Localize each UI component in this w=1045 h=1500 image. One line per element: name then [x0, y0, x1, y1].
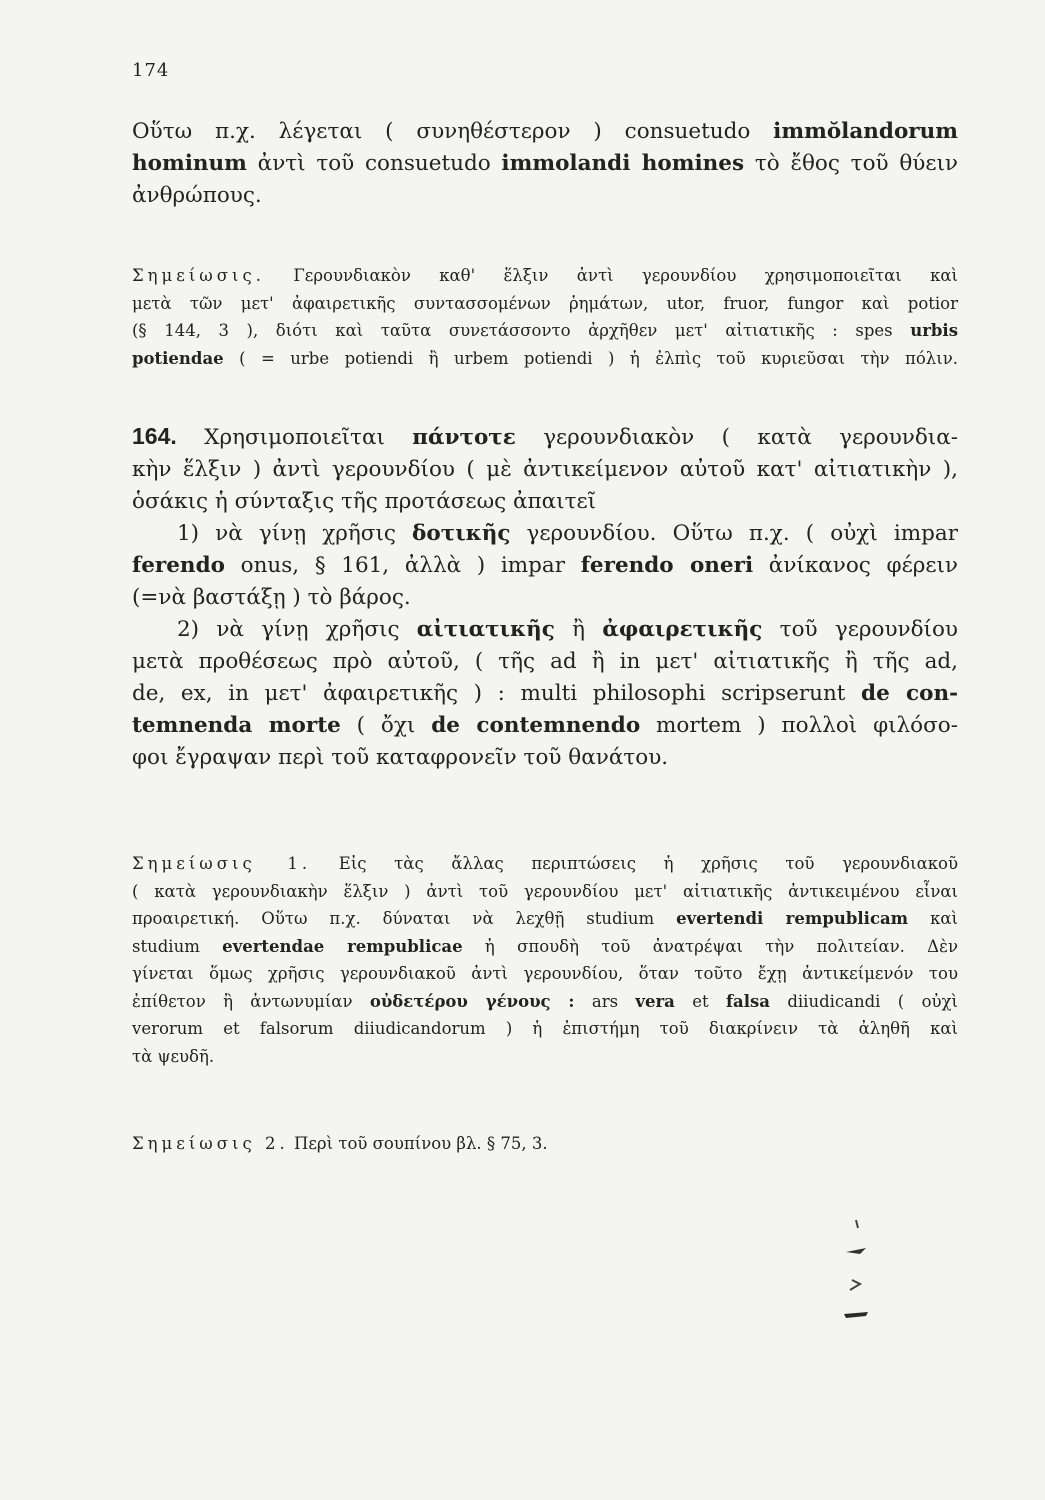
- text-line: ὁσάκις ἡ σύνταξις τῆς προτάσεως ἀπαιτεῖ: [132, 489, 597, 514]
- text-line: τὰ ψευδῆ.: [132, 1046, 215, 1066]
- note-paragraph: [132, 262, 958, 372]
- text-line: de, ex, in μετ' ἀφαιρετικῆς ) : multi philosophi scripserunt de con-: [132, 681, 958, 706]
- text-line: 164. Χρησιμοποιεῖται πάντοτε γερουνδιακὸν ( κατὰ γερουνδια-: [132, 423, 958, 450]
- text-line: ἀνθρώπους.: [132, 183, 262, 208]
- text-line: (§ 144, 3 ), διότι καὶ ταῦτα συνετάσσοντο ἀρχῆθεν μετ' αἰτιατικῆς : spes urbis: [132, 321, 958, 340]
- text-line: hominum ἀντὶ τοῦ consuetudo immolandi homines τὸ ἔθος τοῦ θύειν: [132, 151, 958, 176]
- text-line: μετὰ τῶν μετ' ἀφαιρετικῆς συντασσομένων ῥημάτων, utor, fruor, fungor καὶ potior: [132, 293, 958, 313]
- text-line: 1) νὰ γίνῃ χρῆσις δοτικῆς γερουνδίου. Οὕτω π.χ. ( οὐχὶ impar: [177, 521, 958, 546]
- section-number: 164.: [132, 423, 177, 449]
- text-line: κὴν ἕλξιν ) ἀντὶ γερουνδίου ( μὲ ἀντικείμενον αὐτοῦ κατ' αἰτιατικὴν ),: [132, 457, 958, 482]
- text-line: 2) νὰ γίνῃ χρῆσις αἰτιατικῆς ἢ ἀφαιρετικῆς τοῦ γερουνδίου: [177, 617, 958, 642]
- text-line: Σημείωσις. Γερουνδιακὸν καθ' ἕλξιν ἀντὶ γερουνδίου χρησιμοποιεῖται καὶ: [132, 266, 958, 285]
- text-line: temnenda morte ( ὄχι de contemnendo mortem ) πολλοὶ φιλόσο-: [132, 713, 959, 738]
- text-line: φοι ἔγραψαν περὶ τοῦ καταφρονεῖν τοῦ θανάτου.: [132, 745, 669, 770]
- note-label: Σημείωσις.: [132, 266, 265, 285]
- note-label: Σημείωσις 1.: [132, 854, 312, 873]
- text-line: Σημείωσις 1. Εἰς τὰς ἄλλας περιπτώσεις ἡ χρῆσις τοῦ γερουνδιακοῦ: [132, 854, 959, 873]
- text-line: Οὕτω π.χ. λέγεται ( συνηθέστερον ) consuetudo immŏlandorum: [132, 119, 958, 144]
- text-line: προαιρετική. Οὕτω π.χ. δύναται νὰ λεχθῇ studium evertendi rempublicam καὶ: [132, 909, 958, 928]
- text-line: ferendo onus, § 161, ἀλλὰ ) impar ferendo oneri ἀνίκανος φέρειν: [132, 553, 958, 578]
- text-line: potiendae ( = urbe potiendi ἢ urbem potiendi ) ἡ ἐλπὶς τοῦ κυριεῦσαι τὴν πόλιν.: [132, 348, 958, 368]
- text-line: (=νὰ βαστάξῃ ) τὸ βάρος.: [132, 585, 411, 610]
- page-number: 174: [132, 60, 170, 81]
- text-line: ἐπίθετον ἢ ἀντωνυμίαν οὐδετέρου γένους : ars vera et falsa diiudicandi ( οὐχὶ: [132, 991, 959, 1011]
- ink-marks-decoration: [840, 1218, 870, 1328]
- text-line: γίνεται ὅμως χρῆσις γερουνδιακοῦ ἀντὶ γερουνδίου, ὅταν τοῦτο ἔχῃ ἀντικείμενόν του: [132, 964, 958, 983]
- text-line: Σημείωσις 2. Περὶ τοῦ σουπίνου βλ. § 75, 3.: [132, 1134, 548, 1153]
- intro-paragraph: [132, 116, 958, 212]
- note-1: [132, 850, 958, 1070]
- section-164: [132, 420, 958, 774]
- text-line: verorum et falsorum diiudicandorum ) ἡ ἐπιστήμη τοῦ διακρίνειν τὰ ἀληθῆ καὶ: [132, 1019, 958, 1038]
- note-2: [132, 1130, 958, 1158]
- text-line: μετὰ προθέσεως πρὸ αὐτοῦ, ( τῆς ad ἢ in μετ' αἰτιατικῆς ἢ τῆς ad,: [132, 649, 958, 674]
- note-label: Σημείωσις 2.: [132, 1134, 289, 1153]
- text-line: studium evertendae rempublicae ἡ σπουδὴ τοῦ ἀνατρέψαι τὴν πολιτείαν. Δὲν: [132, 936, 958, 956]
- text-line: ( κατὰ γερουνδιακὴν ἕλξιν ) ἀντὶ τοῦ γερουνδίου μετ' αἰτιατικῆς ἀντικειμένου εἶναι: [132, 881, 958, 901]
